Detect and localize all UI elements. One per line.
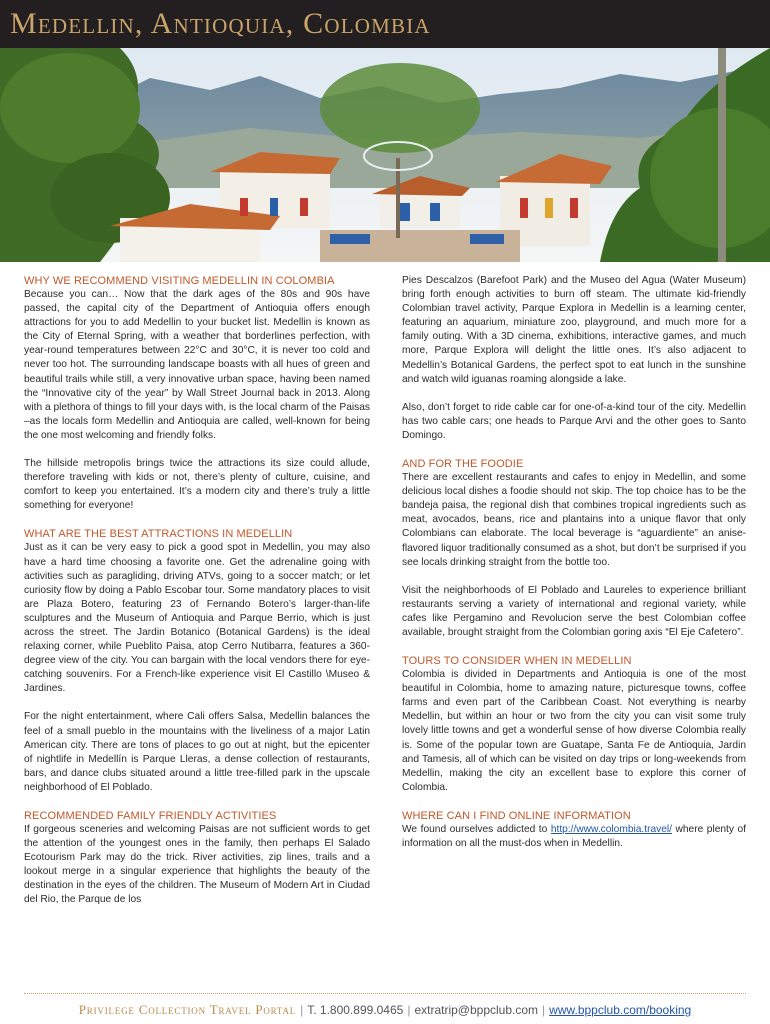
- paragraph-why-visit: Because you can… Now that the dark ages of the 80s and 90s have passed, the capital city of the Department of Antioquia offers enough attractions for you to add Medellin to your bucket list. Medellin is known as the City of Eternal Spring, with a weather that borderlines perfection, with year-round temperatures between 22°C and 30°C, it is never too cold and never too hot. The surrounding landscape boasts with all hues of green and beautiful trails while still, a very innovative urban space, having been named the “Innovative city of the year” by Wall Street Journal back in 2013. Along with a plethora of things to fill your days with, is the local charm of the Paisas –as the locals form Medellin and Antioquia are called, well-known for being the one most welcoming and friendly folks.: [24, 289, 370, 441]
- paragraph-online-info: [402, 823, 746, 851]
- footer: [0, 1002, 770, 1018]
- footer-separator: |: [542, 1003, 546, 1017]
- section-heading-why-visit: WHY WE RECOMMEND VISITING MEDELLIN IN COLOMBIA: [24, 275, 335, 287]
- footer-separator: |: [300, 1003, 304, 1017]
- paragraph-hillside: The hillside metropolis brings twice the attractions its size could allude, therefore traveling with kids or not, there’s plenty of culture, cuisine, and comfort to keep you entertained. It’s a modern city and there’s truly a little something for everyone!: [24, 458, 370, 512]
- hero-photo: [0, 48, 770, 262]
- right-column: [402, 274, 746, 851]
- section-heading-attractions: WHAT ARE THE BEST ATTRACTIONS IN MEDELLIN: [24, 528, 293, 541]
- footer-email[interactable]: extratrip@bppclub.com: [414, 1003, 539, 1017]
- online-info-text-before: We found ourselves addicted to: [402, 823, 551, 835]
- colombia-travel-link[interactable]: http://www.colombia.travel/: [550, 823, 672, 835]
- title-bar: [0, 0, 770, 48]
- footer-phone: T. 1.800.899.0465: [307, 1003, 404, 1017]
- paragraph-family: If gorgeous sceneries and welcoming Paisas are not sufficient words to get the attention of the youngest ones in the family, then perhaps El Salado Ecotourism Park may do the trick. River activities, zip lines, trails and a lookout merge in a singular experience that highlights the beauty of the destination in the eyes of the children. The Museum of Modern Art in Ciudad del Rio, the Parque de los: [24, 824, 370, 906]
- page-title: Medellin, Antioquia, Colombia: [10, 7, 431, 40]
- paragraph-cable-car: Also, don’t forget to ride cable car for one-of-a-kind tour of the city. Medellin has two cable cars; one heads to Parque Arvi and the other goes to Santo Domingo.: [402, 401, 746, 441]
- left-column: [24, 274, 370, 908]
- paragraph-attractions: Just as it can be very easy to pick a good spot in Medellin, you may also have a hard time choosing a favorite one. Get the adrenaline going with activities such as paragliding, driving ATVs, going to a soccer match; or let curiosity flow by doing a Pablo Escobar tour. Some mandatory places to visit are Plaza Botero, featuring 23 of Fernando Botero’s larger-than-life sculptures and the Museum of Antioquia and Parque Berrio, which is just across the street. The Jardin Botanico (Botanical Gardens) is the ideal relaxing corner, while Pueblito Paisa, atop Cerro Nutibarra, features a 360-degree view of the city. You can bargain with the local vendors there for eye-catching souvenirs. For a French-like experience visit El Castillo \Museo & Jardines.: [24, 542, 370, 695]
- section-heading-family: RECOMMENDED FAMILY FRIENDLY ACTIVITIES: [24, 810, 277, 822]
- online-info-text-after: where plenty of information on all the must-dos when in Medellin.: [402, 823, 746, 849]
- footer-divider: [24, 993, 746, 994]
- paragraph-foodie: There are excellent restaurants and cafes to enjoy in Medellin, and some delicious local dishes a foodie should not skip. The top choice has to be the bandeja paisa, the regional dish that combines tropical ingredients such as meat, avocados, beans, rice and plantains into a unique flavor that only Colombians can elaborate. The local beverage is “aguardiente” an anise-flavored liquor traditionally consumed as a shot, but don’t be surprised if you see locals drinking straight from the bottle too.: [402, 472, 746, 568]
- paragraph-nightlife: For the night entertainment, where Cali offers Salsa, Medellin balances the feel of a small pueblo in the mountains with the liveliness of a major Latin American city. There are tons of places to go out at night, but the epicenter of nightlife in Medellín is Parque Lleras, a dense collection of restaurants, bars, and dance clubs situated around a little tree-filled park in the upscale neighborhood of El Poblado.: [24, 711, 370, 793]
- footer-brand: Privilege Collection Travel Portal: [78, 1002, 297, 1017]
- section-heading-foodie: AND FOR THE FOODIE: [402, 458, 524, 471]
- paragraph-neighborhoods: Visit the neighborhoods of El Poblado and Laureles to experience brilliant restaurants serving a variety of international and regional variety, while cafes like Pergamino and Revolucion serve the best Colombian coffee available, brought straight from the Colombian goring axis “El Eje Cafetero”.: [402, 584, 746, 638]
- footer-booking-link[interactable]: www.bppclub.com/booking: [549, 1003, 692, 1017]
- section-heading-tours: TOURS TO CONSIDER WHEN IN MEDELLIN: [402, 655, 632, 668]
- paragraph-family-cont: Pies Descalzos (Barefoot Park) and the Museo del Agua (Water Museum) bring forth enough activities to burn off steam. The ultimate kid-friendly Colombian travel activity, Parque Explora in Medellin is a learning center, featuring an aquarium, miniature zoo, playground, and much more for a family outing. With a 3D cinema, exhibitions, interactive games, and much more, Parque Explora will delight the little ones. It’s also adjacent to Medellin’s Botanical Gardens, the perfect spot to eat lunch in the sunshine and watch wild iguanas roaming alongside a lake.: [402, 275, 746, 385]
- section-heading-online-info: WHERE CAN I FIND ONLINE INFORMATION: [402, 809, 631, 822]
- footer-separator: |: [407, 1003, 411, 1017]
- paragraph-tours: Colombia is divided in Departments and Antioquia is one of the most beautiful in Colombia, home to amazing nature, picturesque towns, coffee farms and even part of the Caribbean Coast. Not everything is nearby Medellin, but within an hour or two from the city you can visit some truly lovely little towns and get a wonderful sense of how diverse Colombia really is. Some of the popular town are Guatape, Santa Fe de Antioquia, Jardin and Tamesis, all of which can be visited on day trips or long-weekends from Medellin, making the city an excellent base to explore this corner of Colombia.: [402, 669, 746, 793]
